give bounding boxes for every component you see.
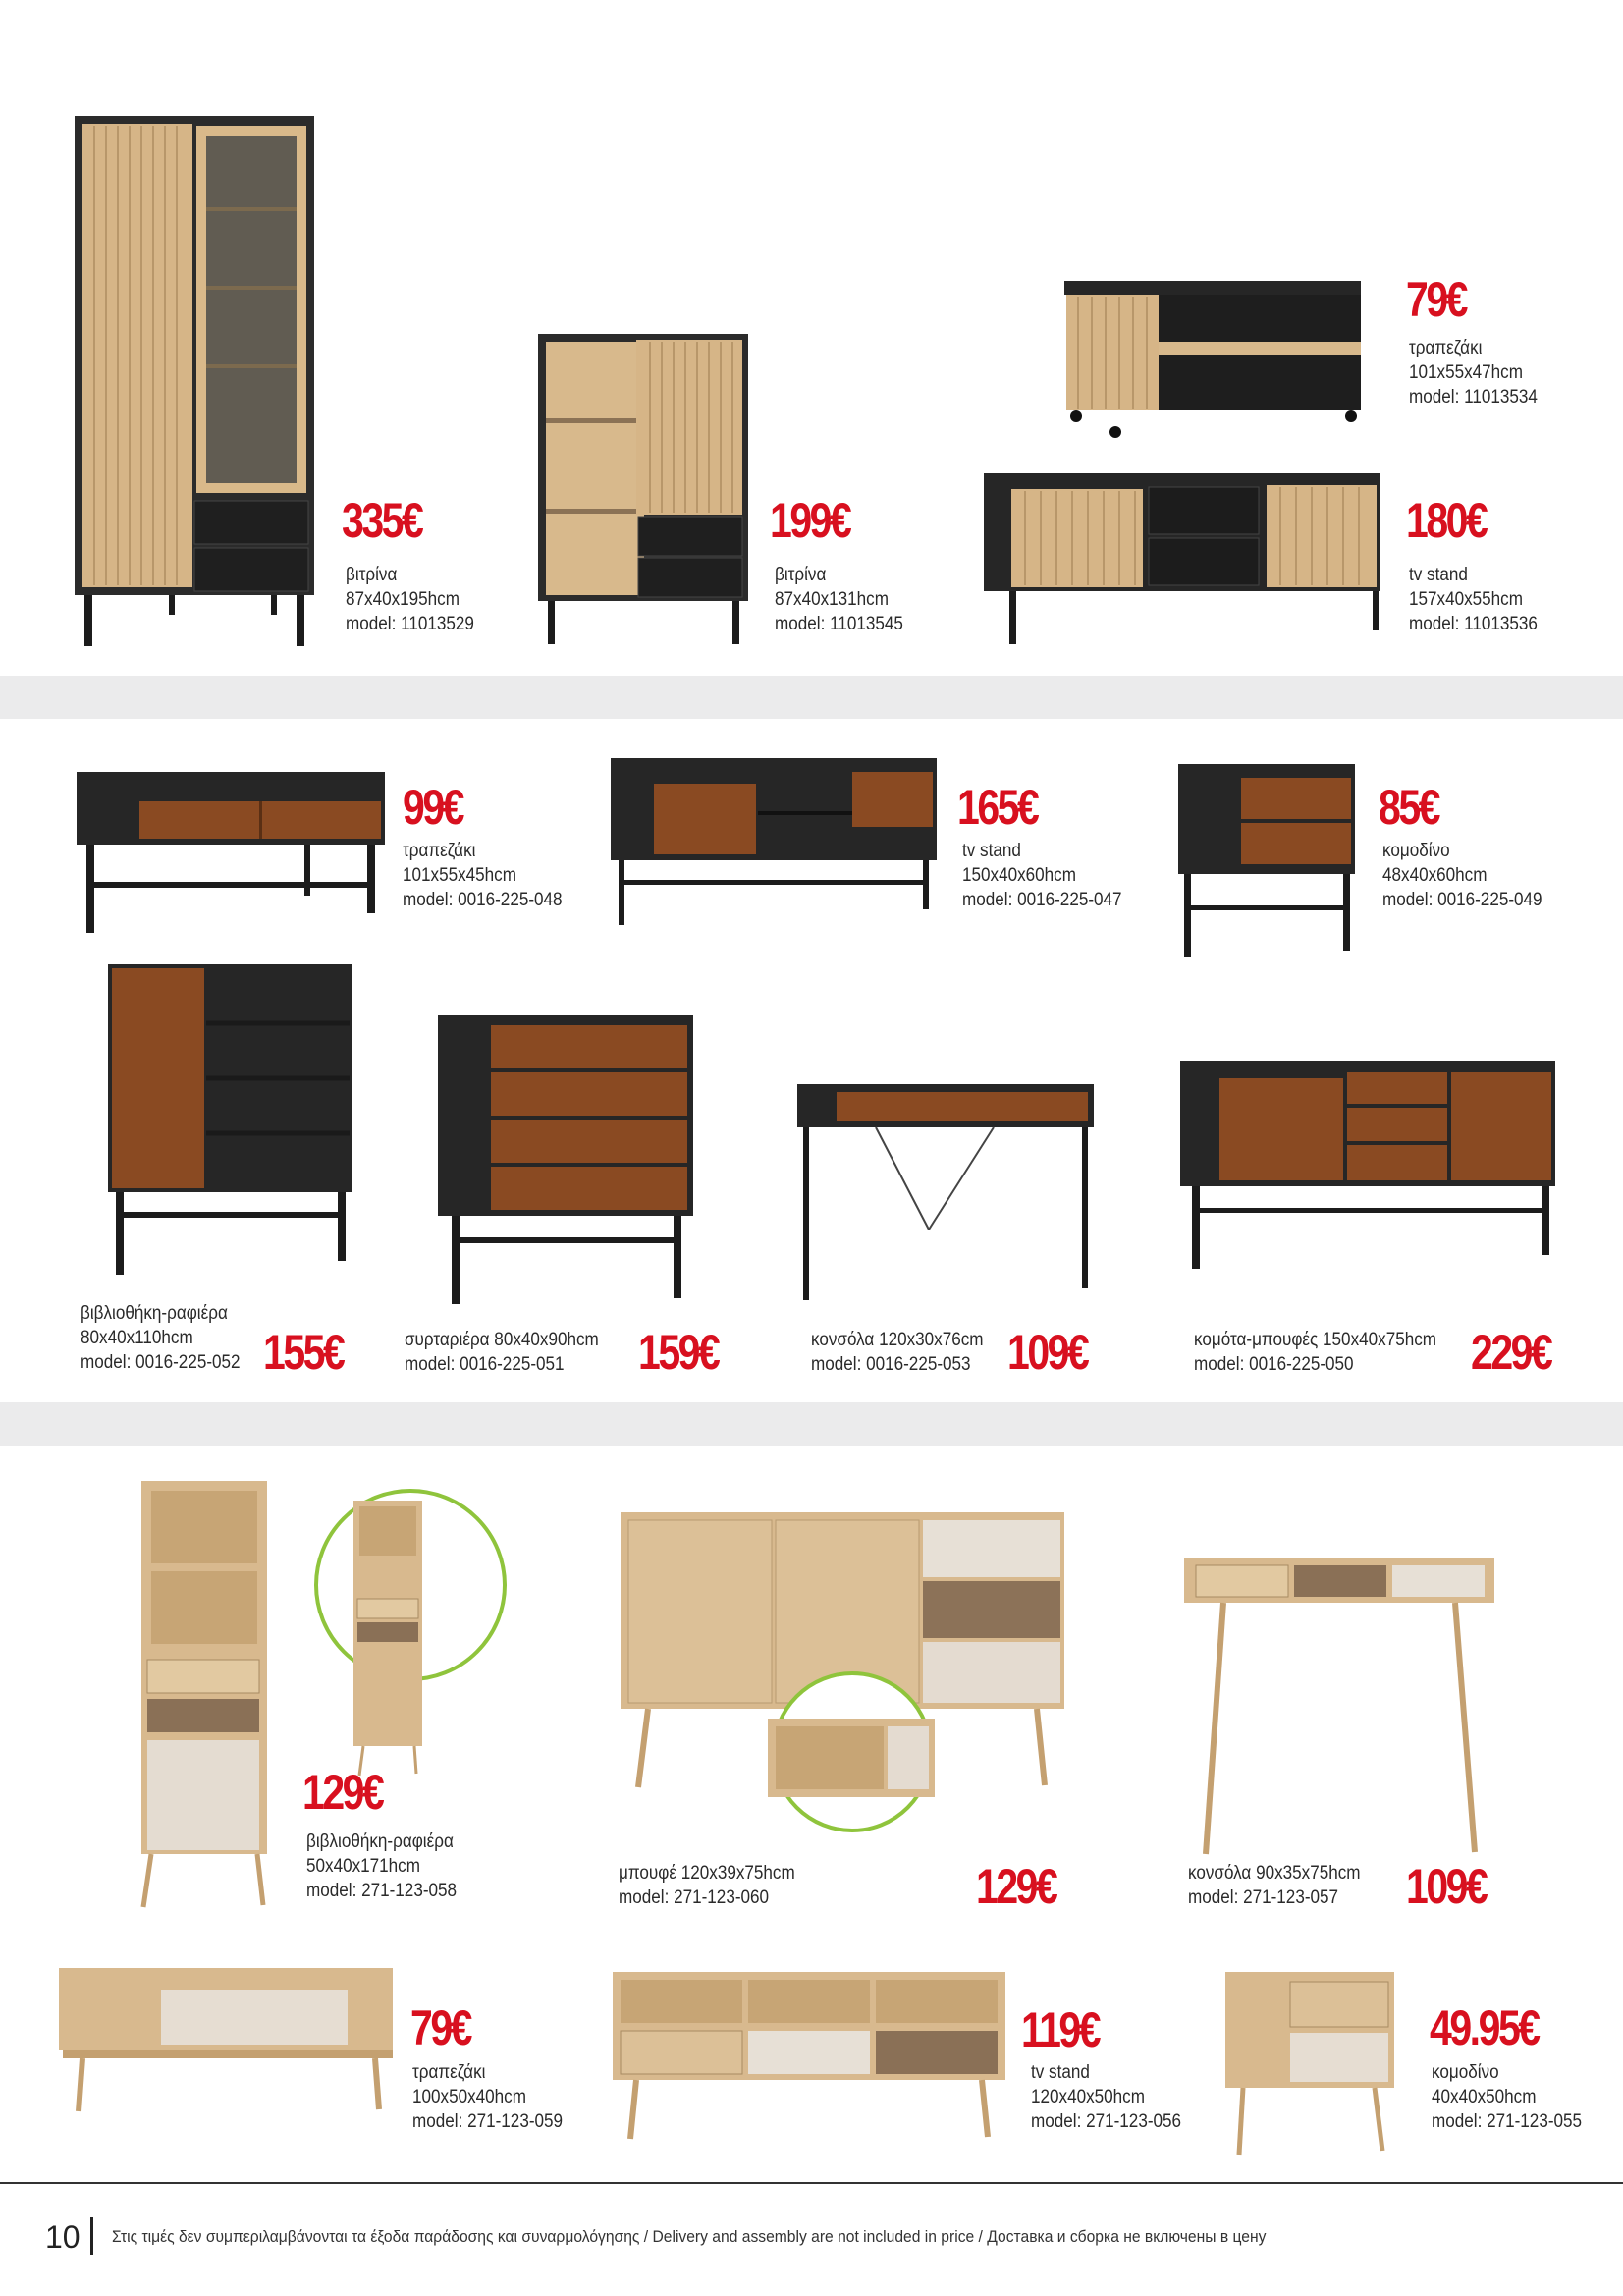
info-p6 bbox=[962, 839, 1122, 912]
info-line: 48x40x60hcm bbox=[1382, 865, 1488, 886]
info-line: 50x40x171hcm bbox=[306, 1856, 420, 1877]
info-line: συρταριέρα 80x40x90hcm bbox=[405, 1330, 599, 1350]
info-line: βιβλιοθήκη-ραφιέρα bbox=[306, 1831, 454, 1852]
info-line: μπουφέ 120x39x75hcm bbox=[619, 1863, 795, 1884]
info-line: κομοδίνο bbox=[1432, 2062, 1499, 2083]
price-p14: 109€ bbox=[1406, 1859, 1487, 1914]
info-p4 bbox=[1409, 563, 1538, 636]
delivery-disclaimer: Στις τιμές δεν συμπεριλαμβάνονται τα έξοδα παράδοσης και συναρμολόγησης / Delivery and assembly are not included in price / Доставка и сборка не включены в цену bbox=[112, 2227, 1267, 2246]
sideboard-walnut-image bbox=[1180, 1061, 1557, 1271]
nightstand-walnut-image bbox=[1178, 764, 1357, 957]
info-line: 101x55x47hcm bbox=[1409, 362, 1523, 383]
info-line: κομοδίνο bbox=[1382, 841, 1450, 861]
info-p15 bbox=[412, 2060, 563, 2134]
info-line: model: 271-123-057 bbox=[1188, 1887, 1339, 1908]
price-p9: 159€ bbox=[638, 1325, 719, 1380]
info-line: βιτρίνα bbox=[775, 565, 827, 585]
info-p13 bbox=[619, 1861, 795, 1910]
info-line: κομότα-μπουφές 150x40x75hcm bbox=[1194, 1330, 1437, 1350]
info-line: 80x40x110hcm bbox=[81, 1328, 193, 1348]
info-p9 bbox=[405, 1328, 599, 1377]
info-line: model: 0016-225-048 bbox=[403, 890, 563, 910]
info-line: model: 0016-225-051 bbox=[405, 1354, 565, 1375]
info-line: model: 271-123-055 bbox=[1432, 2111, 1583, 2132]
price-p11: 229€ bbox=[1471, 1325, 1551, 1380]
coffee-table-sonoma-image bbox=[59, 1968, 397, 2113]
info-line: model: 271-123-060 bbox=[619, 1887, 770, 1908]
info-p3 bbox=[1409, 336, 1538, 410]
info-line: model: 0016-225-052 bbox=[81, 1352, 241, 1373]
info-p8 bbox=[81, 1301, 241, 1375]
info-line: 40x40x50hcm bbox=[1432, 2087, 1537, 2107]
info-line: model: 11013545 bbox=[775, 614, 903, 634]
info-line: κονσόλα 120x30x76cm bbox=[811, 1330, 984, 1350]
info-line: τραπεζάκι bbox=[403, 841, 476, 861]
info-p5 bbox=[403, 839, 563, 912]
info-line: tv stand bbox=[962, 841, 1021, 861]
info-line: model: 271-123-056 bbox=[1031, 2111, 1182, 2132]
info-line: 100x50x40hcm bbox=[412, 2087, 526, 2107]
info-line: τραπεζάκι bbox=[1409, 338, 1483, 358]
price-p7: 85€ bbox=[1379, 780, 1439, 835]
chest-drawers-walnut-image bbox=[438, 1015, 695, 1306]
info-line: model: 271-123-058 bbox=[306, 1881, 458, 1901]
price-p15: 79€ bbox=[410, 2000, 471, 2055]
price-p8: 155€ bbox=[263, 1325, 344, 1380]
info-p10 bbox=[811, 1328, 984, 1377]
info-line: model: 271-123-059 bbox=[412, 2111, 564, 2132]
price-p10: 109€ bbox=[1007, 1325, 1088, 1380]
tv-stand-oak-image bbox=[984, 473, 1384, 646]
console-walnut-image bbox=[797, 1084, 1096, 1300]
price-p2: 199€ bbox=[770, 493, 850, 548]
info-line: βιτρίνα bbox=[346, 565, 398, 585]
price-p3: 79€ bbox=[1406, 272, 1467, 327]
info-p12 bbox=[306, 1830, 457, 1903]
info-p14 bbox=[1188, 1861, 1361, 1910]
price-p6: 165€ bbox=[957, 780, 1038, 835]
coffee-table-walnut-image bbox=[77, 772, 389, 933]
info-line: 157x40x55hcm bbox=[1409, 589, 1523, 610]
info-line: model: 0016-225-050 bbox=[1194, 1354, 1354, 1375]
price-p16: 119€ bbox=[1021, 2002, 1100, 2057]
console-sonoma-image bbox=[1184, 1558, 1496, 1856]
info-line: τραπεζάκι bbox=[412, 2062, 486, 2083]
footer-rule bbox=[0, 2182, 1623, 2184]
price-p5: 99€ bbox=[403, 780, 463, 835]
info-line: model: 11013534 bbox=[1409, 387, 1538, 408]
price-p4: 180€ bbox=[1406, 493, 1487, 548]
buffet-sonoma-image bbox=[621, 1512, 1068, 1846]
info-line: tv stand bbox=[1031, 2062, 1090, 2083]
page-number: 10 bbox=[45, 2219, 81, 2255]
tv-stand-sonoma-image bbox=[613, 1972, 1007, 2141]
bookcase-walnut-image bbox=[108, 964, 353, 1277]
vitrine-tall-image bbox=[75, 116, 320, 648]
info-line: 120x40x50hcm bbox=[1031, 2087, 1145, 2107]
info-p16 bbox=[1031, 2060, 1181, 2134]
info-line: κονσόλα 90x35x75hcm bbox=[1188, 1863, 1361, 1884]
info-line: 101x55x45hcm bbox=[403, 865, 516, 886]
page-number-divider bbox=[90, 2217, 93, 2255]
info-line: model: 0016-225-047 bbox=[962, 890, 1122, 910]
info-line: model: 11013536 bbox=[1409, 614, 1538, 634]
section-divider-1 bbox=[0, 676, 1623, 719]
price-p12: 129€ bbox=[302, 1765, 383, 1820]
info-line: model: 11013529 bbox=[346, 614, 474, 634]
info-line: model: 0016-225-053 bbox=[811, 1354, 971, 1375]
price-p1: 335€ bbox=[342, 493, 422, 548]
nightstand-sonoma-image bbox=[1225, 1972, 1398, 2159]
price-p17: 49.95€ bbox=[1430, 2000, 1539, 2055]
vitrine-short-image bbox=[538, 334, 752, 646]
info-p1 bbox=[346, 563, 474, 636]
info-line: tv stand bbox=[1409, 565, 1468, 585]
info-line: βιβλιοθήκη-ραφιέρα bbox=[81, 1303, 228, 1324]
info-line: model: 0016-225-049 bbox=[1382, 890, 1542, 910]
info-p11 bbox=[1194, 1328, 1436, 1377]
info-p17 bbox=[1432, 2060, 1582, 2134]
tv-stand-walnut-image bbox=[611, 758, 939, 927]
section-divider-2 bbox=[0, 1402, 1623, 1446]
info-line: 87x40x131hcm bbox=[775, 589, 889, 610]
price-p13: 129€ bbox=[976, 1859, 1056, 1914]
info-line: 150x40x60hcm bbox=[962, 865, 1076, 886]
info-line: 87x40x195hcm bbox=[346, 589, 460, 610]
coffee-table-image bbox=[1064, 281, 1365, 442]
info-p2 bbox=[775, 563, 903, 636]
info-p7 bbox=[1382, 839, 1542, 912]
